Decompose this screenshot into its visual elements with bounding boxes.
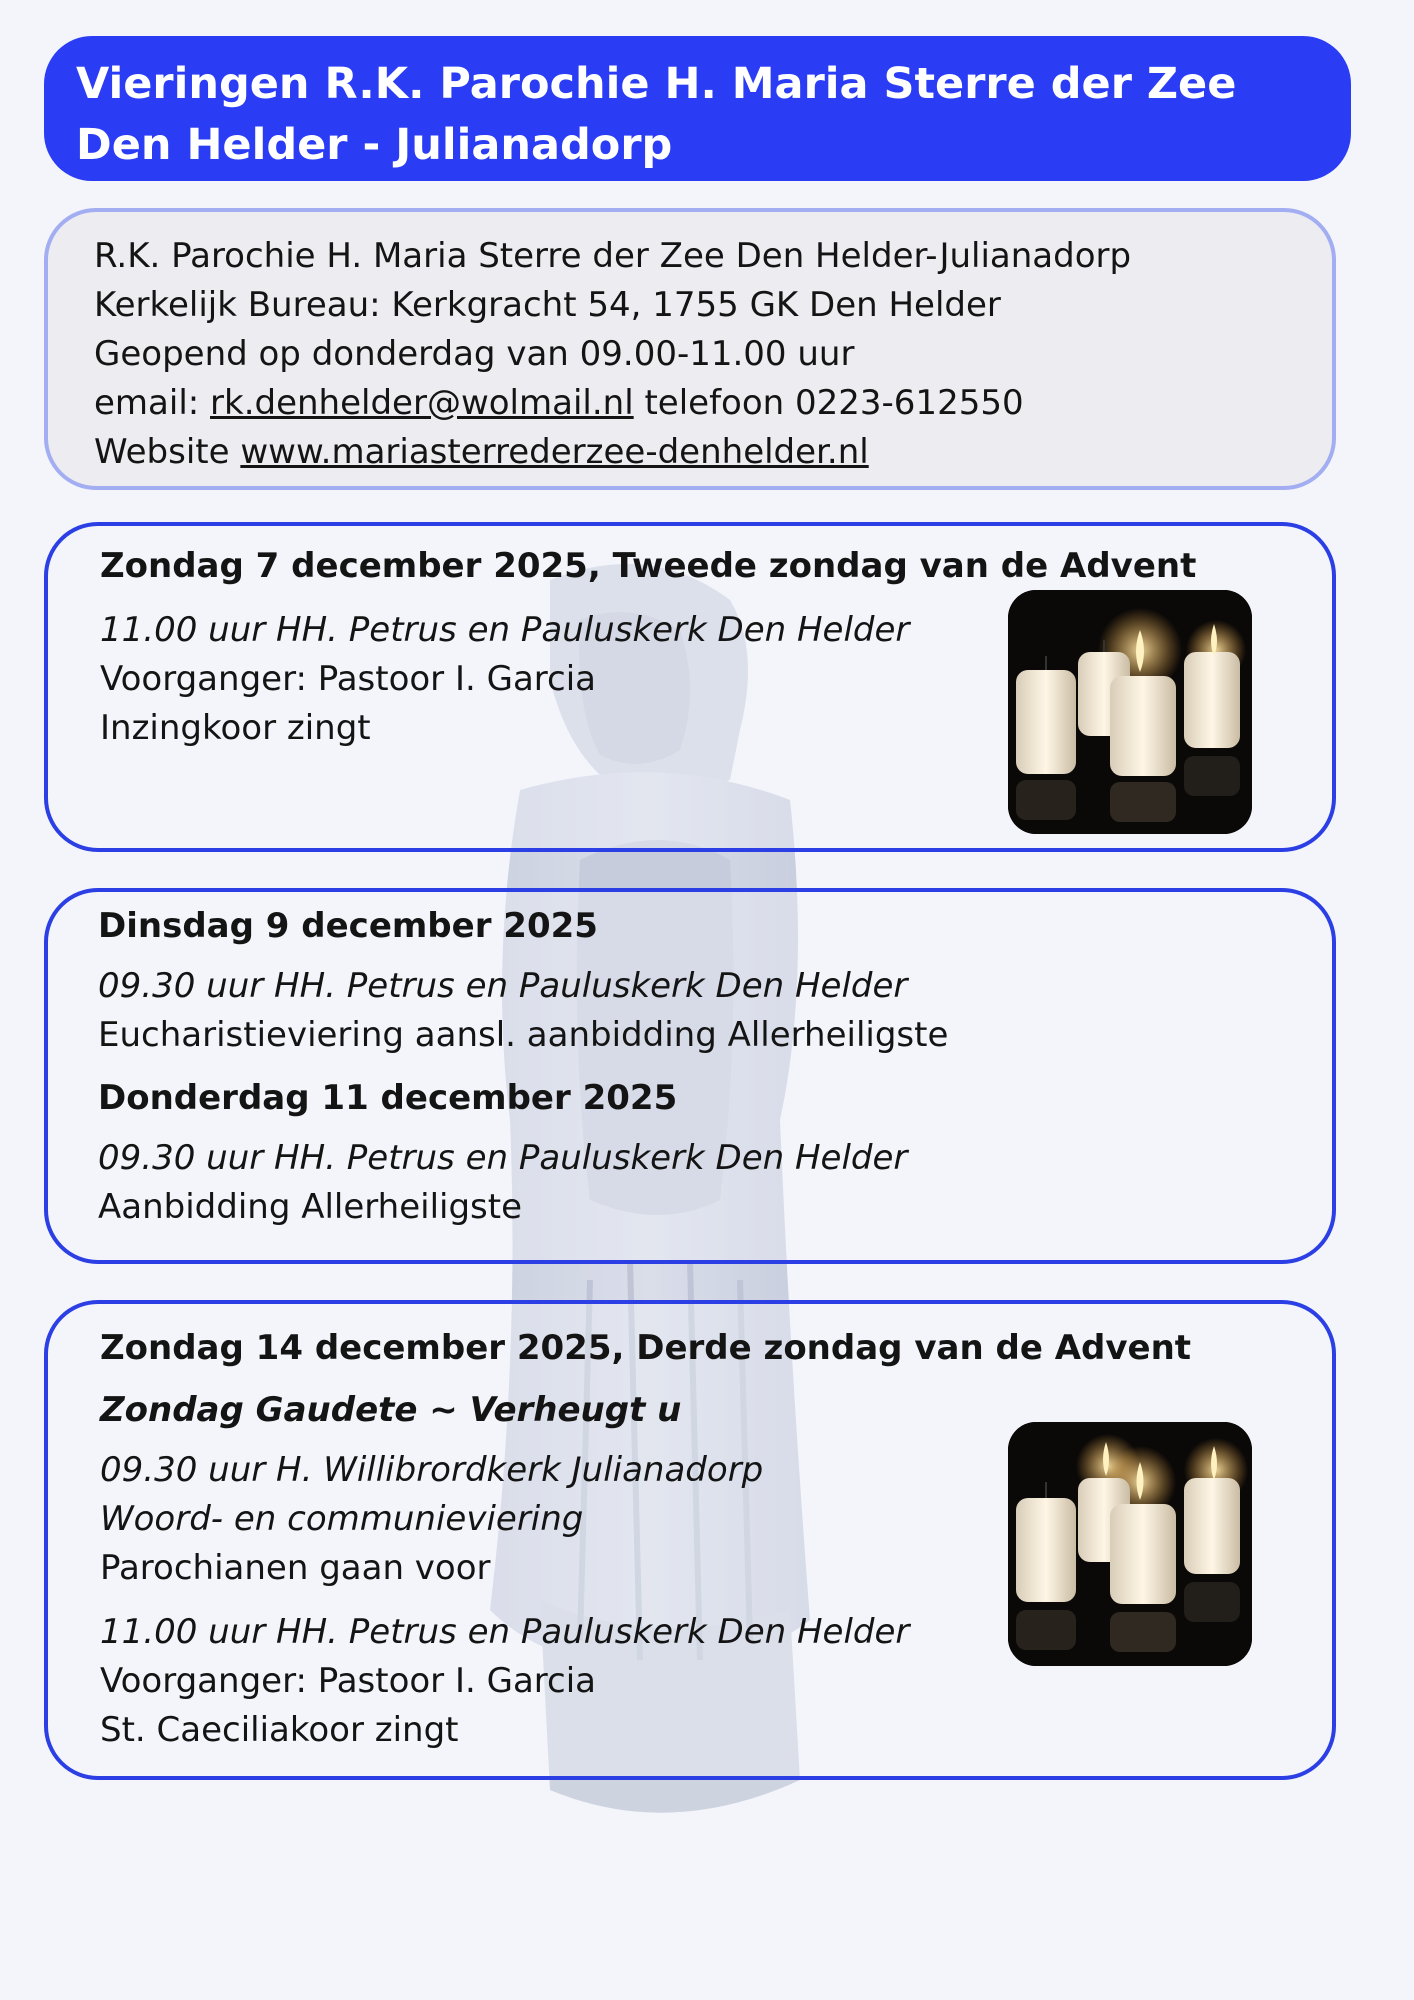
card3-title: Zondag 14 december 2025, Derde zondag van de Advent <box>100 1328 1192 1368</box>
card3-time-julianadorp: 09.30 uur H. Willibrordkerk Julianadorp <box>100 1450 764 1490</box>
card1-choir: Inzingkoor zingt <box>100 708 371 748</box>
phone-text: telefoon 0223-612550 <box>633 383 1024 423</box>
service-card-dec-14 <box>44 1300 1336 1780</box>
advent-candles-image-2 <box>1008 1422 1252 1666</box>
card3-time-denhelder: 11.00 uur HH. Petrus en Pauluskerk Den Helder <box>100 1612 910 1652</box>
card2-desc-thursday: Aanbidding Allerheiligste <box>98 1187 523 1227</box>
card1-title: Zondag 7 december 2025, Tweede zondag van de Advent <box>100 546 1197 586</box>
card2-title-tuesday: Dinsdag 9 december 2025 <box>98 906 598 946</box>
card2-time-thursday: 09.30 uur HH. Petrus en Pauluskerk Den Helder <box>98 1138 908 1178</box>
card1-time: 11.00 uur HH. Petrus en Pauluskerk Den Helder <box>100 610 910 650</box>
office-address: Kerkelijk Bureau: Kerkgracht 54, 1755 GK Den Helder <box>94 285 1001 325</box>
email-link[interactable]: rk.denhelder@wolmail.nl <box>210 383 634 423</box>
card2-time-tuesday: 09.30 uur HH. Petrus en Pauluskerk Den Helder <box>98 966 908 1006</box>
contact-info-box <box>44 208 1336 490</box>
card2-desc-tuesday: Eucharistieviering aansl. aanbidding Allerheiligste <box>98 1015 949 1055</box>
email-phone-row <box>94 379 1332 428</box>
parish-name: R.K. Parochie H. Maria Sterre der Zee Den Helder-Julianadorp <box>94 236 1132 276</box>
card3-subtitle: Zondag Gaudete ~ Verheugt u <box>100 1390 682 1430</box>
header-title-line2: Den Helder - Julianadorp <box>76 120 673 170</box>
website-link[interactable]: www.mariasterrederzee-denhelder.nl <box>240 432 869 472</box>
website-row <box>94 428 1332 477</box>
card3-leader-julianadorp: Parochianen gaan voor <box>100 1548 491 1588</box>
advent-candles-image <box>1008 590 1252 834</box>
page-header <box>44 36 1351 181</box>
service-card-dec-7 <box>44 522 1336 852</box>
service-card-weekdays <box>44 888 1336 1264</box>
card3-choir-denhelder: St. Caeciliakoor zingt <box>100 1710 459 1750</box>
card3-type-julianadorp: Woord- en communieviering <box>100 1499 584 1539</box>
card2-title-thursday: Donderdag 11 december 2025 <box>98 1078 678 1118</box>
office-hours: Geopend op donderdag van 09.00-11.00 uur <box>94 334 855 374</box>
card3-officiant-denhelder: Voorganger: Pastoor I. Garcia <box>100 1661 596 1701</box>
card1-officiant: Voorganger: Pastoor I. Garcia <box>100 659 596 699</box>
email-label: email: <box>94 383 211 423</box>
header-title-line1: Vieringen R.K. Parochie H. Maria Sterre der Zee <box>76 59 1237 109</box>
website-label: Website <box>94 432 241 472</box>
